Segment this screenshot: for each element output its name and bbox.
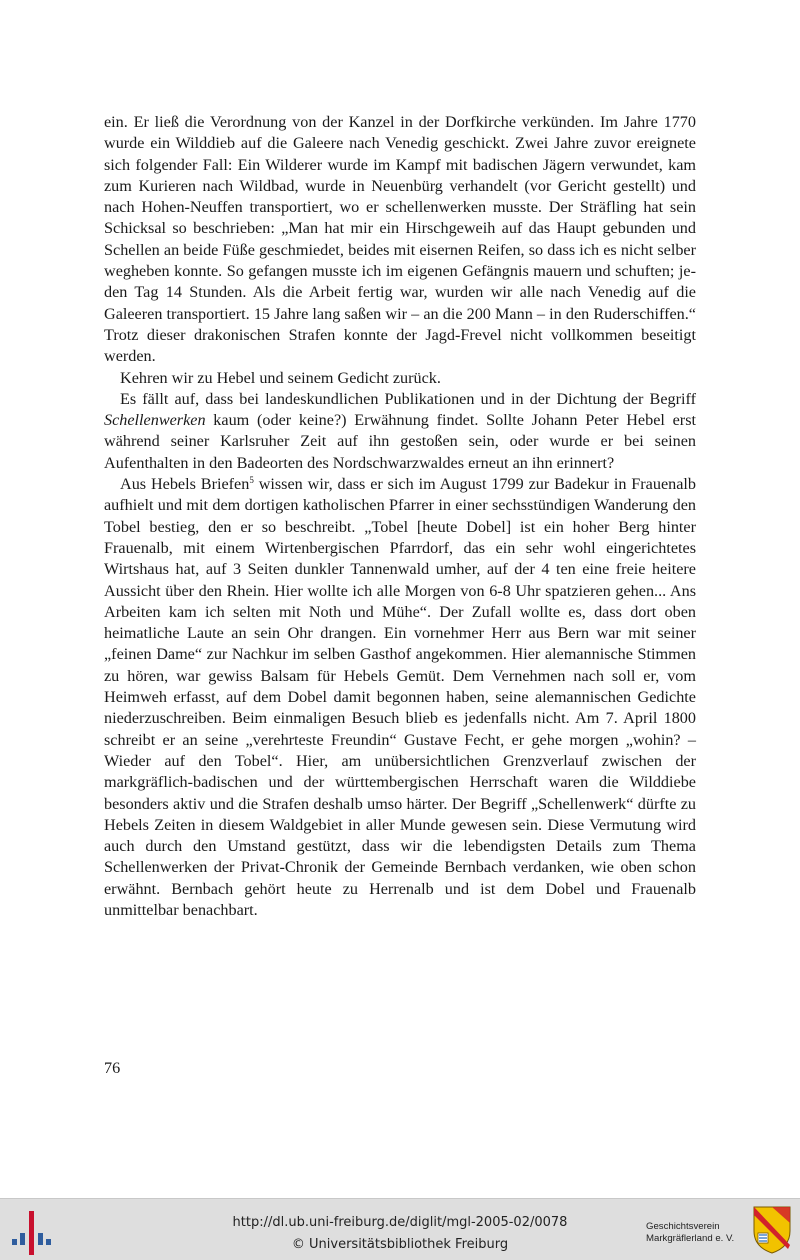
paragraph-4-start: Aus Hebels Briefen [120, 475, 250, 494]
italic-term-schellenwerken: Schellenwerken [104, 411, 206, 430]
society-name [646, 1221, 756, 1245]
body-text [104, 112, 696, 921]
society-name-line-2: Markgräflerland e. V. [646, 1233, 735, 1244]
paragraph-3-end: kaum (oder keine?) Erwähnung findet. Sollte Johann Peter Hebel erst während seiner Karlsruher Zeit auf ihn gestoßen sein, oder wurde er bei seinen Aufenthalten in den Badeorten des Nordschwarzwaldes erneut an ihn erinnert? [104, 411, 696, 472]
ub-freiburg-logo-icon [12, 1211, 52, 1255]
paragraph-1: ein. Er ließ die Verordnung von der Kanzel in der Dorfkirche verkünden. Im Jahre 1770 wurde ein Wilddieb auf die Galeere nach Venedig geschickt. Zwei Jahre zuvor ereignete sich folgender Fall: Ein Wilderer wurde im Kampf mit badischen Jägern verwundet, kam zum Kurieren nach Wildbad, wurde in Neuenbürg verhandelt (vor Gericht gestellt) und nach Hohen-Neuffen transportiert, wo er schellenwerken musste. Der Sträfling hat sein Schicksal so beschrieben: „Man hat mir ein Hirschgeweih auf das Haupt gebunden und Schellen an beide Füße geschmiedet, beides mit eisernen Reifen, so dass ich es nicht selber wegheben konnte. So gefangen musste ich im eigenen Gefängnis mauern und schuften; jeden Tag 14 Stunden. Als die Arbeit fertig war, wurden wir alle nach Venedig auf die Galeeren transportiert. 15 Jahre lang saßen wir – an die 200 Mann – in den Ruderschiffen.“ Trotz dieser drakonischen Strafen konnte der Jagd-Frevel nicht vollkommen beseitigt werden. [104, 113, 696, 366]
paragraph-2: Kehren wir zu Hebel und seinem Gedicht zurück. [120, 368, 441, 387]
page-number: 76 [104, 1059, 121, 1077]
copyright-notice: © Universitätsbibliothek Freiburg [291, 1237, 509, 1252]
society-name-line-1: Geschichtsverein [646, 1221, 720, 1232]
viewer-footer [0, 1198, 800, 1260]
coat-of-arms-icon [752, 1205, 792, 1255]
paragraph-4 [104, 474, 696, 921]
paragraph-3-start: Es fällt auf, dass bei landeskundlichen Publikationen und in der Dichtung der Begriff [120, 389, 696, 408]
footnote-marker: 5 [249, 475, 254, 486]
paragraph-4-end: wissen wir, dass er sich im August 1799 zur Badekur in Frauenalb aufhielt und mit dem dortigen katholischen Pfarrer in einer sechsstündigen Wanderung den Tobel bestieg, den er so beschreibt. „Tobel [heute Dobel] ist ein hoher Berg hinter Frauenalb, mit einem Wirtenbergischen Pfarrdorf, das ein sehr wohl eingerichtetes Wirtshaus hat, auf 3 Seiten dunkler Tannenwald umher, auf der 4 ten eine freie heitere Aussicht über den Rhein. Hier wollte ich alle Morgen von 6-8 Uhr spatzieren gehen... Ans Arbeiten kam ich selten mit Noth und Mühe“. Der Zufall wollte es, dass dort oben heimatliche Laute an sein Ohr drangen. Ein vornehmer Herr aus Bern war mit seiner „feinen Dame“ zur Nachkur im selben Gasthof angekommen. Hier alemannische Stimmen zu hören, war gewiss Balsam für Hebels Gemüt. Dem Vernehmen nach soll er, vom Heimweh erfasst, auf dem Dobel damit begonnen haben, seine alemannischen Gedichte niederzuschreiben. Beim einmaligen Besuch blieb es jedenfalls nicht. Am 7. April 1800 schreibt er an seine „verehrteste Freundin“ Gustave Fecht, er gehe morgen „wohin? – Wieder auf den Tobel“. Hier, am unübersichtlichen Grenzverlauf zwischen der markgräflich-badischen und der württembergischen Herrschaft waren die Wilddiebe besonders aktiv und die Strafen deshalb umso härter. Der Begriff „Schellenwerk“ dürfte zu Hebels Zeiten in diesem Waldgebiet in aller Munde gewesen sein. Diese Vermutung wird auch durch den Umstand gestützt, dass wir die lebendigsten Details zum Thema Schellenwerken der Privat-Chronik der Gemeinde Bernbach verdanken, wie oben schon erwähnt. Bernbach gehört heute zu Herrenalb und ist dem Dobel und Frauenalb unmittelbar benachbart. [104, 475, 697, 919]
document-url-link[interactable]: http://dl.ub.uni-freiburg.de/diglit/mgl-2005-02/0078 [232, 1215, 568, 1230]
paragraph-3 [104, 389, 696, 474]
